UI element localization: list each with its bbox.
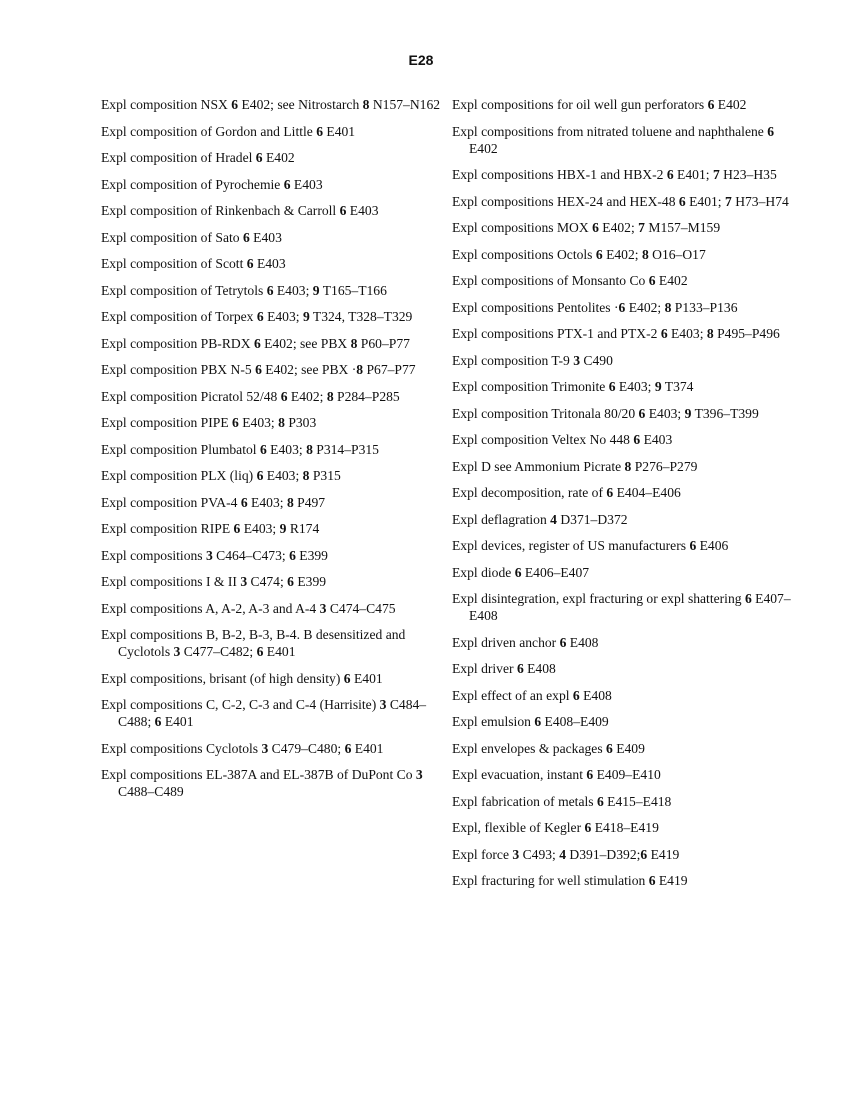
left-column [101,96,441,810]
index-entry: Expl compositions for oil well gun perforators 6 E402 [452,97,747,112]
page-header: E28 [408,52,434,68]
index-entry: Expl compositions 3 C464–C473; 6 E399 [101,547,328,563]
index-entry: Expl fracturing for well stimulation 6 E419 [452,873,688,888]
index-entry: Expl composition of Pyrochemie 6 E403 [101,176,323,192]
index-entry: Expl composition Plumbatol 6 E403; 8 P314–P315 [101,441,379,457]
index-entry: Expl composition Picratol 52/48 6 E402; 8 P284–P285 [101,388,400,404]
index-entry: Expl composition NSX 6 E402; see Nitrostarch 8 N157–N162 [101,97,441,112]
index-entry: Expl compositions C, C-2, C-3 and C-4 (Harrisite) 3 C484–C488; 6 E401 [101,697,427,729]
index-entry: Expl envelopes & packages 6 E409 [452,740,645,756]
index-entry: Expl compositions HEX-24 and HEX-48 6 E401; 7 H73–H74 [452,193,789,209]
index-entry: Expl disintegration, expl fracturing or expl shattering 6 E407–E408 [452,591,791,623]
index-entry: Expl driver 6 E408 [452,661,556,676]
index-entry: Expl compositions I & II 3 C474; 6 E399 [101,574,327,589]
index-entry: Expl composition Veltex No 448 6 E403 [452,432,673,447]
index-entry: Expl compositions PTX-1 and PTX-2 6 E403; 8 P495–P496 [452,326,780,341]
index-entry: Expl compositions of Monsanto Co 6 E402 [452,273,688,288]
index-entry: Expl composition PVA-4 6 E403; 8 P497 [101,494,326,510]
index-entry: Expl composition PIPE 6 E403; 8 P303 [101,415,317,430]
index-entry: Expl composition of Tetrytols 6 E403; 9 T165–T166 [101,282,387,298]
index-entry: Expl composition of Gordon and Little 6 E401 [101,123,356,139]
index-entry: Expl diode 6 E406–E407 [452,564,590,580]
index-entry: Expl composition PLX (liq) 6 E403; 8 P315 [101,468,341,483]
index-entry: Expl compositions Pentolites ·6 E402; 8 P133–P136 [452,299,738,315]
index-entry: Expl evacuation, instant 6 E409–E410 [452,767,661,782]
index-entry: Expl compositions B, B-2, B-3, B-4. B desensitized and Cyclotols 3 C477–C482; 6 E401 [101,627,406,659]
index-entry: Expl compositions HBX-1 and HBX-2 6 E401; 7 H23–H35 [452,167,777,182]
index-entry: Expl composition Tritonala 80/20 6 E403; 9 T396–T399 [452,405,759,421]
index-entry: Expl emulsion 6 E408–E409 [452,714,609,729]
index-entry: Expl compositions, brisant (of high density) 6 E401 [101,670,383,686]
index-entry: Expl composition of Rinkenbach & Carroll 6 E403 [101,203,379,218]
index-entry: Expl compositions EL-387A and EL-387B of DuPont Co 3 C488–C489 [101,767,423,799]
index-entry: Expl force 3 C493; 4 D391–D392;6 E419 [452,846,680,862]
index-entry: Expl effect of an expl 6 E408 [452,687,612,703]
index-entry: Expl, flexible of Kegler 6 E418–E419 [452,820,659,835]
index-entry: Expl composition T-9 3 C490 [452,352,613,368]
right-column [452,96,802,899]
index-entry: Expl compositions Octols 6 E402; 8 O16–O17 [452,246,706,262]
index-entry: Expl compositions MOX 6 E402; 7 M157–M159 [452,220,721,235]
index-entry: Expl D see Ammonium Picrate 8 P276–P279 [452,458,698,474]
index-entry: Expl composition of Scott 6 E403 [101,256,286,271]
index-entry: Expl compositions from nitrated toluene and naphthalene 6 E402 [452,123,775,156]
index-entry: Expl compositions A, A-2, A-3 and A-4 3 C474–C475 [101,600,396,616]
index-entry: Expl composition of Hradel 6 E402 [101,150,295,165]
index-entry: Expl composition Trimonite 6 E403; 9 T374 [452,379,694,394]
index-entry: Expl composition of Torpex 6 E403; 9 T324, T328–T329 [101,309,413,324]
index-entry: Expl composition PBX N-5 6 E402; see PBX ·8 P67–P77 [101,362,416,377]
index-entry: Expl fabrication of metals 6 E415–E418 [452,793,672,809]
index-entry: Expl composition PB-RDX 6 E402; see PBX 8 P60–P77 [101,335,410,351]
index-entry: Expl composition of Sato 6 E403 [101,229,282,245]
index-entry: Expl driven anchor 6 E408 [452,634,599,650]
index-entry: Expl compositions Cyclotols 3 C479–C480; 6 E401 [101,740,384,756]
index-entry: Expl composition RIPE 6 E403; 9 R174 [101,521,320,536]
index-entry: Expl deflagration 4 D371–D372 [452,511,628,527]
index-entry: Expl devices, register of US manufacturers 6 E406 [452,538,729,553]
index-entry: Expl decomposition, rate of 6 E404–E406 [452,485,681,500]
